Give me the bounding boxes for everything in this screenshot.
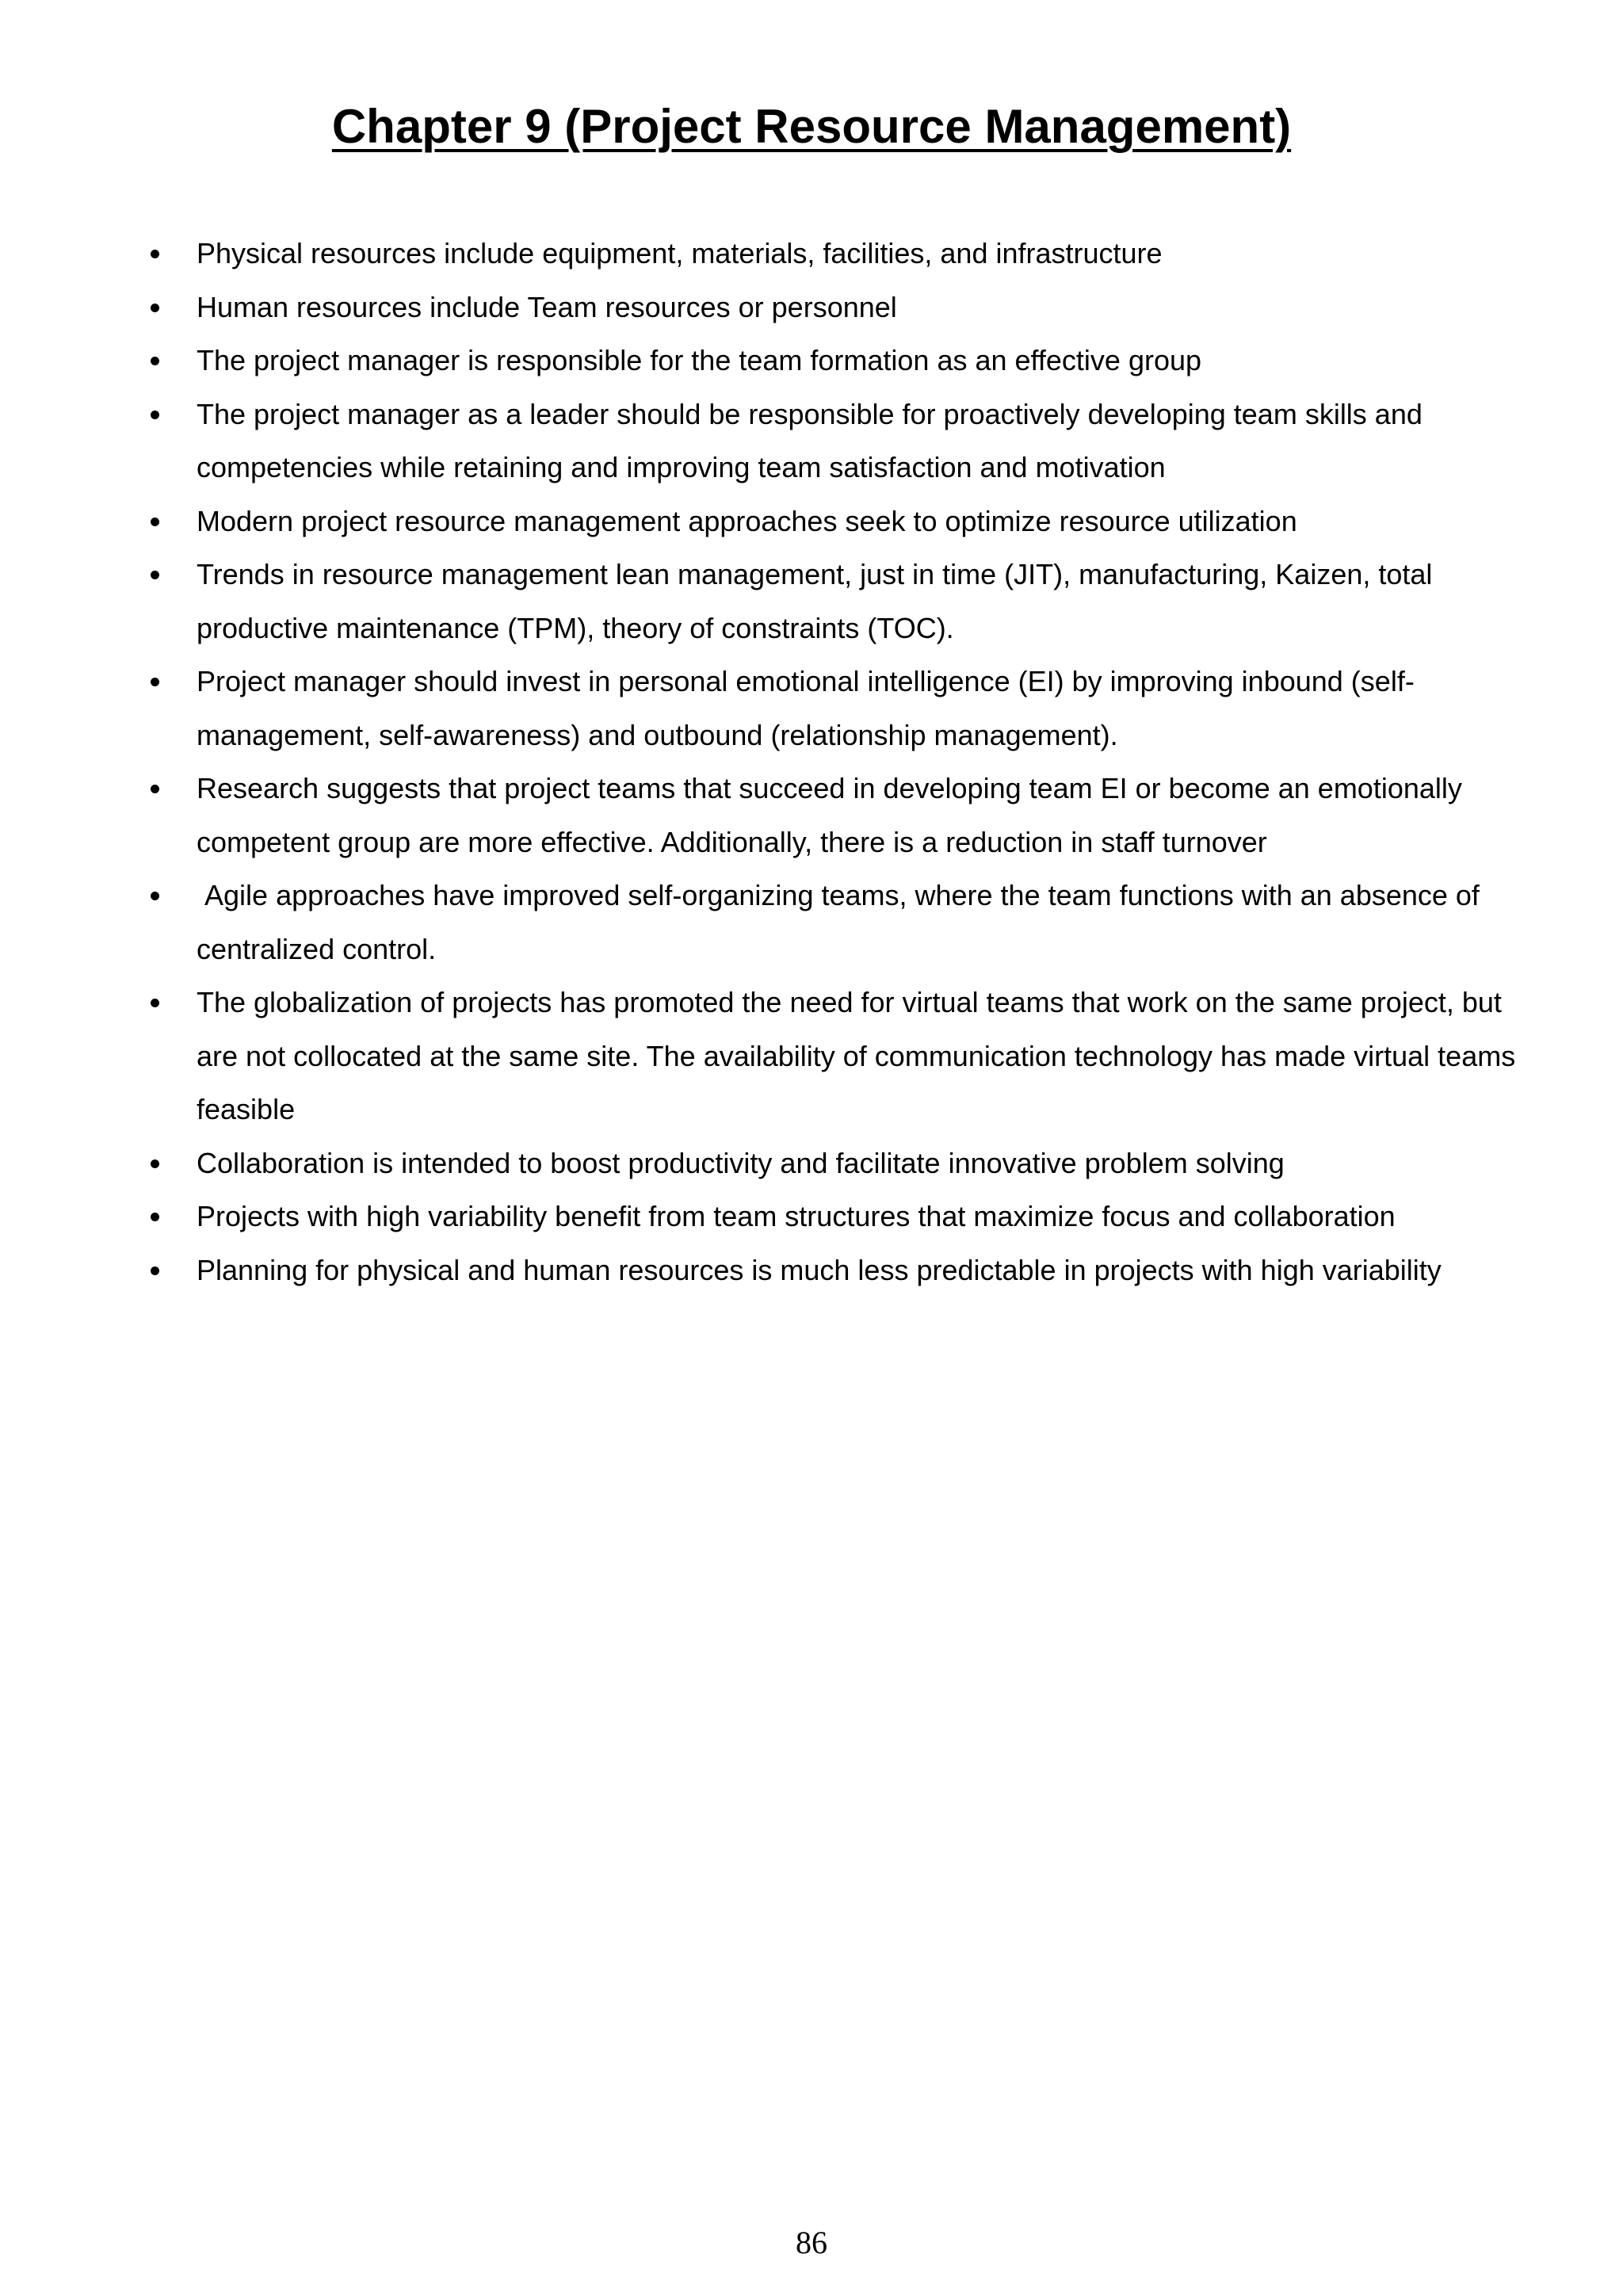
list-item [151, 334, 1545, 388]
bullet-icon [151, 357, 159, 365]
list-item [151, 655, 1545, 762]
page-title: Chapter 9 (Project Resource Management) [331, 100, 1292, 153]
bullet-icon [151, 304, 159, 312]
list-item-text: Projects with high variability benefit from team structures that maximize focus and collaboration [197, 1200, 1396, 1232]
bullet-icon [151, 999, 159, 1007]
list-item-text: Human resources include Team resources or personnel [197, 290, 897, 323]
list-item-text: Planning for physical and human resources is much less predictable in projects with high variability [197, 1253, 1442, 1286]
list-item [151, 1137, 1545, 1190]
bullet-icon [151, 1213, 159, 1221]
list-item [151, 548, 1545, 655]
bullet-icon [151, 892, 159, 900]
list-item [151, 762, 1545, 869]
list-item-text: Trends in resource management lean management, just in time (JIT), manufacturing, Kaizen, total productive maintenance (TPM), theory of constraints (TOC). [197, 558, 1433, 644]
list-item [151, 1244, 1545, 1297]
bullet-list [151, 227, 1545, 1297]
list-item-text: Research suggests that project teams that succeed in developing team EI or become an emotionally competent group are more effective. Additionally, there is a reduction in staff turnover [197, 772, 1462, 858]
list-item [151, 388, 1545, 495]
bullet-icon [151, 785, 159, 793]
list-item-text: Physical resources include equipment, materials, facilities, and infrastructure [197, 237, 1163, 269]
list-item [151, 976, 1545, 1137]
bullet-icon [151, 250, 159, 258]
list-item [151, 281, 1545, 334]
list-item-text: The project manager is responsible for the team formation as an effective group [197, 344, 1202, 376]
list-item-text: Project manager should invest in personal emotional intelligence (EI) by improving inbound (self-management, self-awareness) and outbound (relationship management). [197, 665, 1415, 751]
list-item-text: Modern project resource management approaches seek to optimize resource utilization [197, 504, 1297, 537]
bullet-icon [151, 411, 159, 419]
bullet-icon [151, 1266, 159, 1275]
list-item-text: Agile approaches have improved self-organizing teams, where the team functions with an absence of centralized control. [197, 879, 1487, 965]
list-item [151, 1190, 1545, 1244]
list-item [151, 495, 1545, 548]
bullet-icon [151, 1159, 159, 1168]
list-item-text: The globalization of projects has promoted the need for virtual teams that work on the same project, but are not collocated at the same site. The availability of communication technology has made virtual teams feasible [197, 986, 1516, 1125]
list-item [151, 869, 1545, 976]
list-item-text: The project manager as a leader should be responsible for proactively developing team skills and competencies while retaining and improving team satisfaction and motivation [197, 397, 1423, 483]
list-item [151, 227, 1545, 281]
list-item-text: Collaboration is intended to boost productivity and facilitate innovative problem solving [197, 1146, 1285, 1179]
bullet-icon [151, 571, 159, 579]
bullet-icon [151, 678, 159, 686]
page-number: 86 [796, 2225, 827, 2260]
bullet-icon [151, 518, 159, 526]
